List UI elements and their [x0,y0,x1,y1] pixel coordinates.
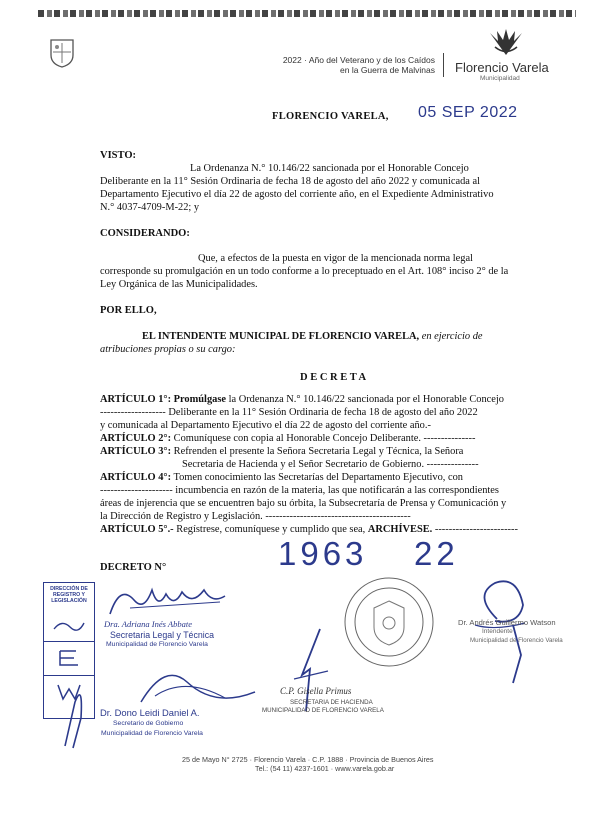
intendente-bold: EL INTENDENTE MUNICIPAL DE FLORENCIO VARELA, [142,331,420,342]
article-1-verb: Promúlgase [173,394,226,405]
article-3-text-1: Refrenden el presente la Señora Secretaria Legal y Técnica, la Señora [173,446,464,457]
article-4-text-1: Tomen conocimiento las Secretarías del Departamento Ejecutivo, con [173,472,463,483]
header-motto [220,55,435,75]
intendente-line-1 [142,331,552,342]
article-4-line-2: --------------------- incumbencia en razón de la materia, las que notificarán a las correspondientes [100,485,499,496]
article-5-dashes: ------------------------ [434,524,518,535]
article-3-line-1 [100,446,555,459]
article-3-label: ARTÍCULO 3°: [100,446,172,457]
brand-sub: Municipalidad [480,75,520,82]
motto-line-1: 2022 · Año del Veterano y de los Caídos [282,55,435,65]
legal-signer-title: Secretaria Legal y Técnica [110,630,214,640]
header-divider [443,53,444,77]
registry-stamp-line-3: LEGISLACIÓN [51,598,87,604]
intendente-italic-2: atribuciones propias o su cargo: [100,344,236,355]
gobierno-signer-name: Dr. Dono Leidi Daniel A. [100,707,200,718]
place-label: FLORENCIO VARELA, [272,111,389,122]
registry-stamp-line-1: DIRECCIÓN DE [50,586,88,592]
article-4-line-3: áreas de injerencia que se encuentren bajo su órbita, la Subsecretaría de Prensa y Comunicación y [100,498,507,509]
decreto-label: DECRETO N° [100,562,167,573]
article-1-text-1: la Ordenanza N.° 10.146/22 sancionada por el Honorable Concejo [228,394,504,405]
article-4-line-1 [100,472,555,485]
gobierno-signer-title: Secretario de Gobierno [113,720,184,727]
por-ello: POR ELLO, [100,305,157,316]
article-2-text: Comuníquese con copia al Honorable Concejo Deliberante. --------------- [173,433,476,444]
scan-top-strip [38,10,576,17]
article-4-line-4: la Dirección de Registro y Legislación. ------------------------------------------ [100,511,411,522]
article-5-archivese: ARCHÍVESE. [367,524,433,535]
legal-signature-mark [100,582,250,622]
considerando-line-2: corresponde su promulgación en un todo conforme a lo preceptuado en el Art. 108° inciso 2° de la [100,266,509,277]
legal-signer-org: Municipalidad de Florencio Varela [106,641,208,648]
footer-address: 25 de Mayo N° 2725 · Florencio Varela · C.P. 1888 · Provincia de Buenos Aires [182,755,434,764]
legal-signer-name: Dra. Adriana Inés Abbate [104,619,192,629]
article-1-line-3: y comunicada al Departamento Ejecutivo el día 22 de agosto del corriente año.- [100,420,431,431]
article-3-line-2: Secretaria de Hacienda y el Señor Secretario de Gobierno. --------------- [182,459,479,470]
municipal-crest-icon [48,37,76,69]
brand-name: Florencio Varela [455,60,549,75]
registry-divider-1 [44,641,94,642]
visto-line-2: Deliberante en la 11° Sesión Ordinaria de fecha 18 de agosto del año 2022 y comunicada al [100,176,481,187]
visto-heading: VISTO: [100,150,136,161]
considerando-line-3: Ley Orgánica de las Municipalidades. [100,279,258,290]
considerando-line-1: Que, a efectos de la puesta en vigor de la mencionada norma legal [198,253,473,264]
center-signer-org: MUNICIPALIDAD DE FLORENCIO VARELA [262,707,384,714]
visto-line-4: N.° 4037-4709-M-22; y [100,202,200,213]
center-signer-title: SECRETARIA DE HACIENDA [290,699,373,706]
visto-line-3: Departamento Ejecutivo el día 22 de agosto del corriente año, en el Expediente Administrativo [100,189,494,200]
right-signer-org: Municipalidad de Florencio Varela [470,637,563,644]
right-signer-name: Dr. Andrés Guillermo Watson [458,618,556,627]
municipal-seal-icon [342,575,436,669]
center-signer-name: C.P. Gisella Primus [280,686,352,696]
article-4-label: ARTÍCULO 4°: [100,472,172,483]
right-signer-title: Intendente [482,628,513,635]
intendente-italic-1: en ejercicio de [421,331,483,342]
article-1-line-2: ------------------- Deliberante en la 11° Sesión Ordinaria de fecha 18 de agosto del año 2022 [100,407,478,418]
article-1-line-1 [100,394,555,407]
motto-line-2: en la Guerra de Malvinas [340,65,435,75]
registry-stamp-line-2: REGISTRO Y [53,592,85,598]
footer-contact: Tel.: (54 11) 4237-1601 · www.varela.gob.ar [255,764,395,773]
considerando-heading: CONSIDERANDO: [100,228,190,239]
article-1-label: ARTÍCULO 1°: [100,394,172,405]
stamp-date: 05 SEP 2022 [418,104,518,121]
article-5-label: ARTÍCULO 5°.- [100,524,174,535]
gobierno-signer-org: Municipalidad de Florencio Varela [101,730,203,737]
article-2-line [100,433,555,446]
decreto-number: 1963 [278,535,368,572]
article-5-text: Regístrese, comuníquese y cumplido que sea, [176,524,366,535]
registry-initial-mark [52,617,86,637]
florencio-varela-logo-icon [485,29,527,57]
registry-stamp-text [44,583,94,604]
visto-line-1: La Ordenanza N.° 10.146/22 sancionada por el Honorable Concejo [190,163,469,174]
decreto-year: 22 [414,535,459,572]
article-2-label: ARTÍCULO 2°: [100,433,172,444]
decreta-heading: D E C R E T A [300,372,367,383]
